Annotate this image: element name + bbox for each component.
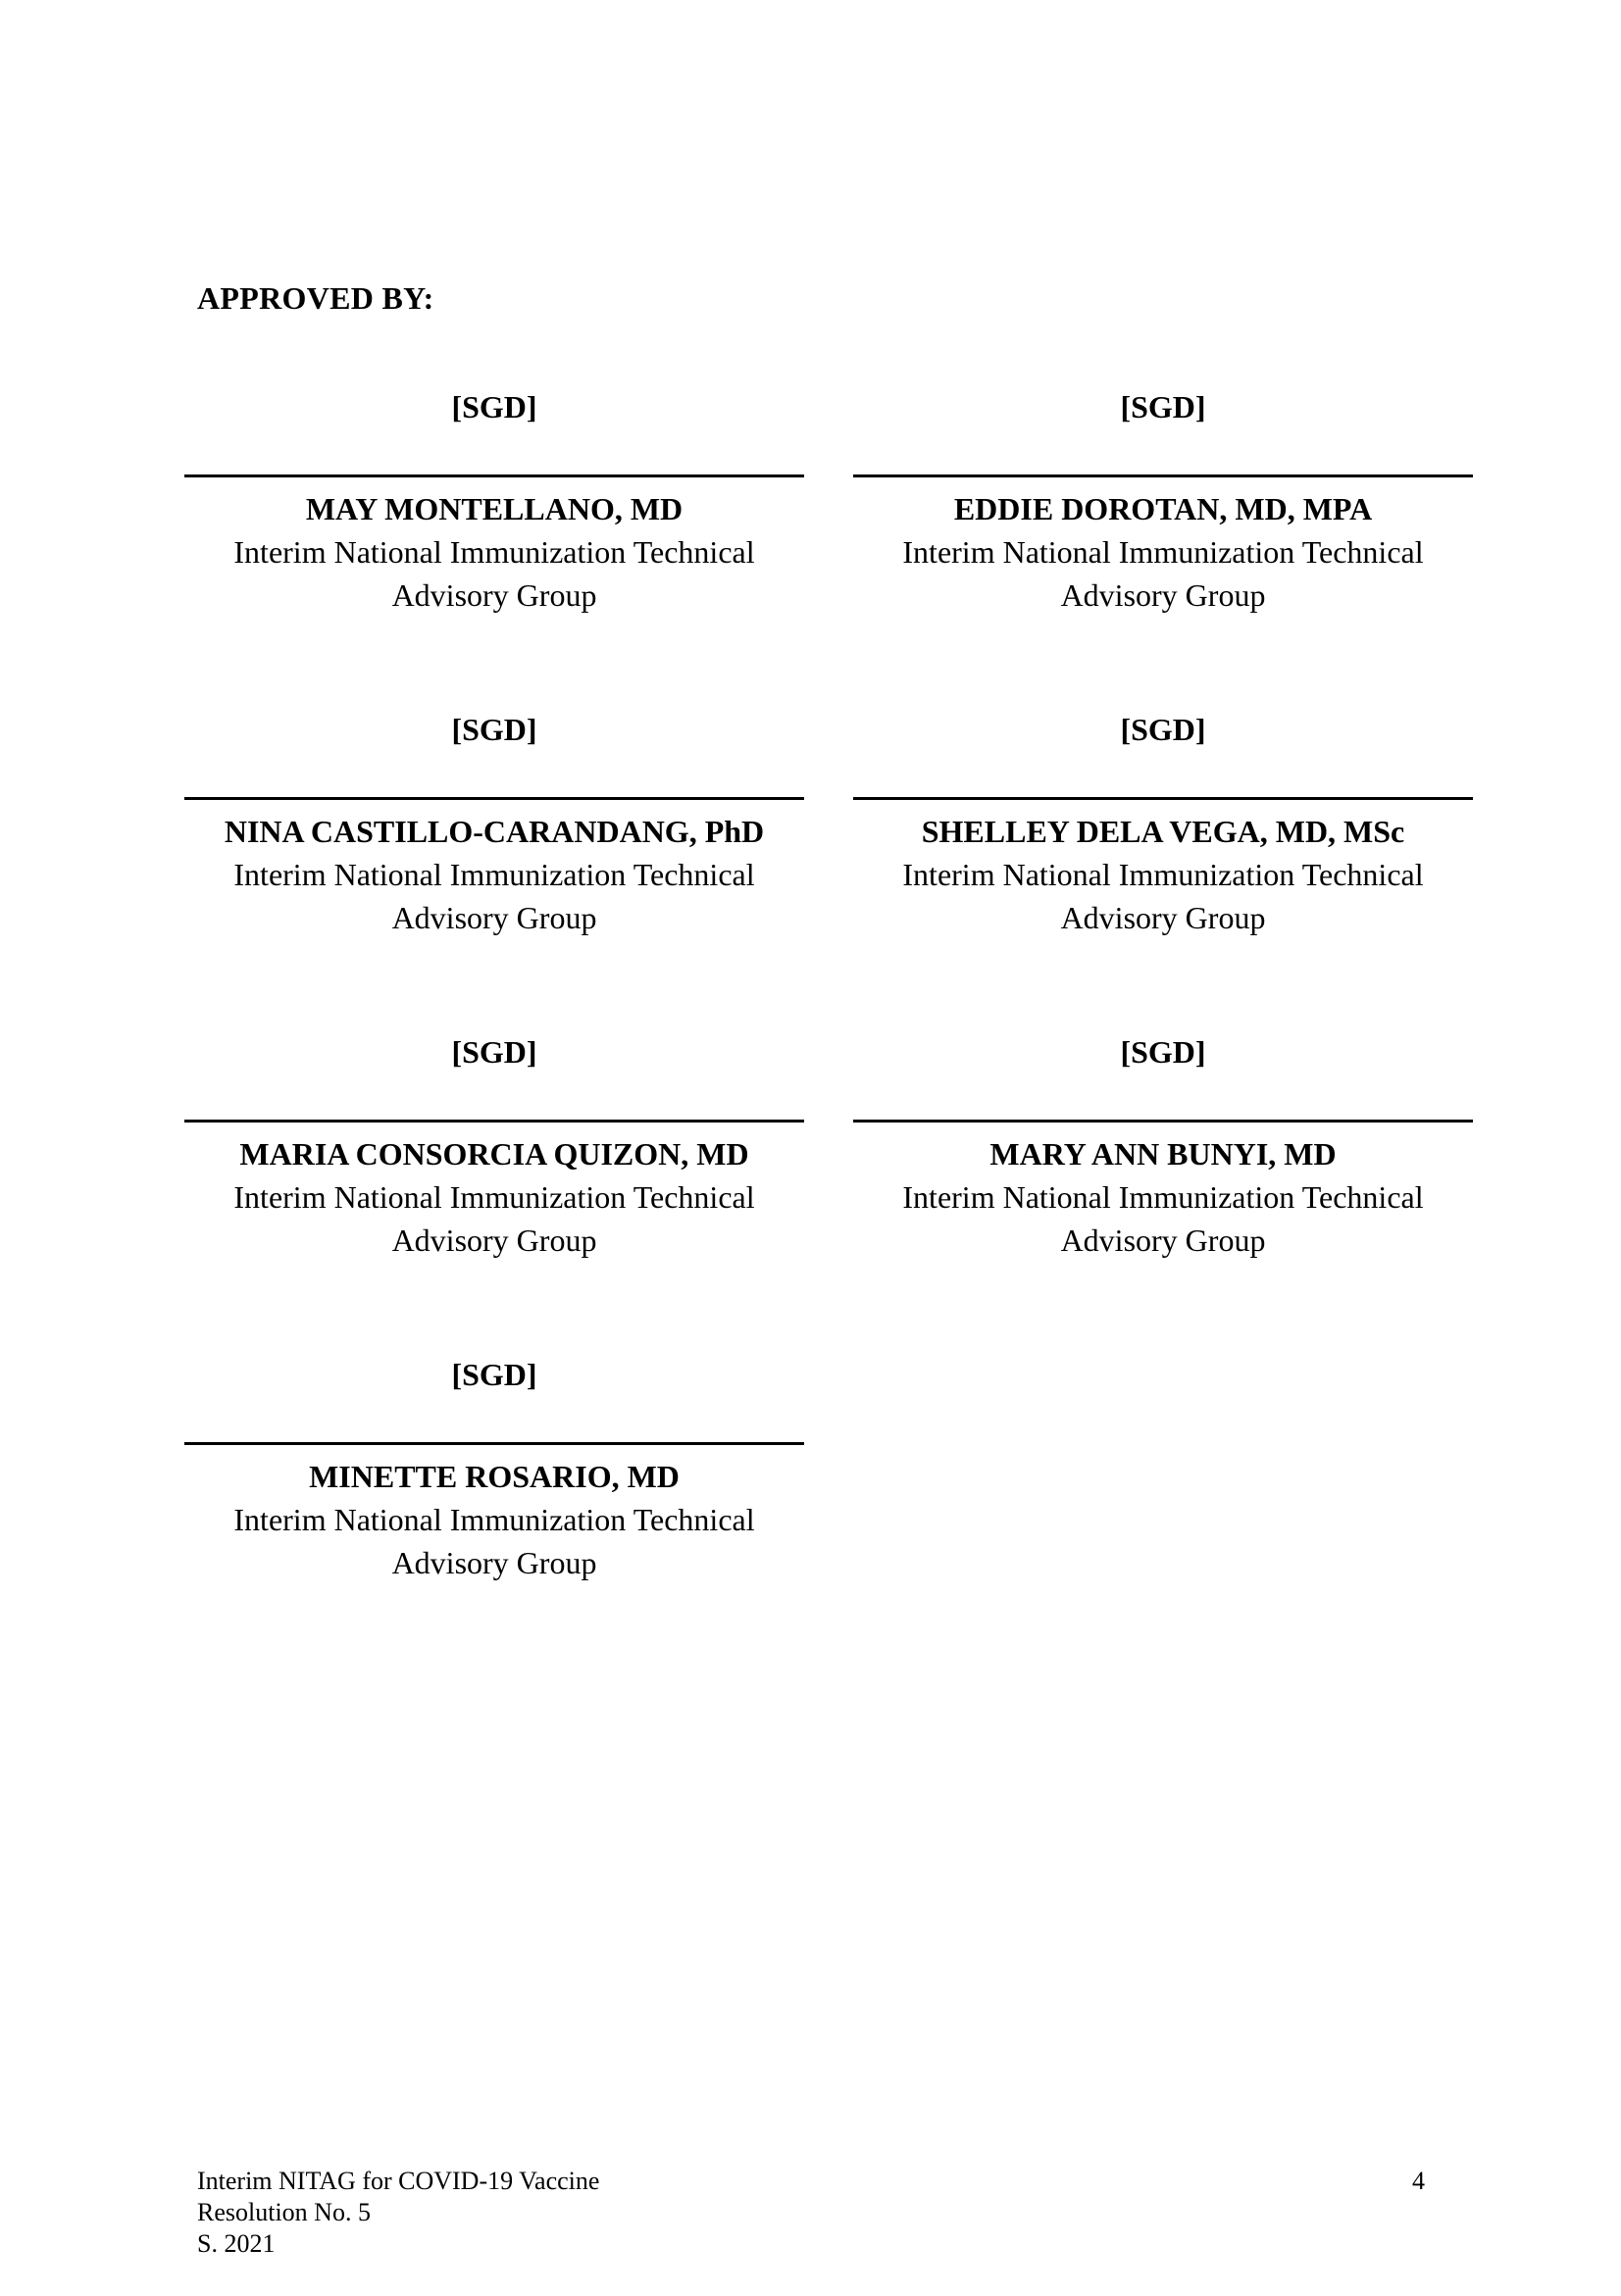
- signatory-name: MARY ANN BUNYI, MD: [989, 1136, 1337, 1172]
- signature-line: [184, 474, 804, 477]
- signatory-name: MINETTE ROSARIO, MD: [309, 1459, 680, 1494]
- signatory-name: EDDIE DOROTAN, MD, MPA: [953, 491, 1373, 526]
- role-line-2: Advisory Group: [1060, 577, 1266, 613]
- approved-by-heading: APPROVED BY:: [197, 280, 434, 316]
- signatory-role: [853, 853, 1473, 939]
- footer-line-1: Interim NITAG for COVID-19 Vaccine: [197, 2167, 600, 2195]
- signed-marker: [SGD]: [451, 1357, 537, 1392]
- signature-block-dorotan: [853, 385, 1473, 699]
- signatory-role: [184, 1498, 804, 1584]
- signature-line: [853, 1120, 1473, 1123]
- signed-marker: [SGD]: [451, 389, 537, 424]
- signatory-role: [184, 530, 804, 617]
- signed-marker: [SGD]: [451, 1034, 537, 1070]
- role-line-2: Advisory Group: [391, 1545, 597, 1580]
- signatory-name: MARIA CONSORCIA QUIZON, MD: [239, 1136, 749, 1172]
- signature-line: [184, 1442, 804, 1445]
- signed-marker: [SGD]: [1120, 1034, 1206, 1070]
- document-footer: [197, 2166, 599, 2260]
- footer-line-2: Resolution No. 5: [197, 2198, 371, 2226]
- signature-block-rosario: [184, 1353, 804, 1667]
- signatory-name: NINA CASTILLO-CARANDANG, PhD: [224, 814, 765, 849]
- page-number: 4: [1412, 2167, 1425, 2195]
- signatory-role: [184, 1175, 804, 1262]
- role-line-1: Interim National Immunization Technical: [233, 1179, 755, 1215]
- role-line-1: Interim National Immunization Technical: [902, 857, 1424, 892]
- signatory-role: [853, 1175, 1473, 1262]
- signature-line: [184, 797, 804, 800]
- role-line-1: Interim National Immunization Technical: [902, 1179, 1424, 1215]
- role-line-1: Interim National Immunization Technical: [233, 857, 755, 892]
- footer-line-3: S. 2021: [197, 2229, 276, 2258]
- role-line-2: Advisory Group: [1060, 1223, 1266, 1258]
- role-line-1: Interim National Immunization Technical: [902, 534, 1424, 570]
- role-line-2: Advisory Group: [391, 1223, 597, 1258]
- signed-marker: [SGD]: [451, 712, 537, 747]
- role-line-2: Advisory Group: [391, 900, 597, 935]
- signature-line: [853, 474, 1473, 477]
- signatory-role: [184, 853, 804, 939]
- signatory-name: MAY MONTELLANO, MD: [305, 491, 684, 526]
- signatory-name: SHELLEY DELA VEGA, MD, MSc: [921, 814, 1405, 849]
- signatory-role: [853, 530, 1473, 617]
- role-line-2: Advisory Group: [391, 577, 597, 613]
- signature-block-montellano: [184, 385, 804, 699]
- role-line-1: Interim National Immunization Technical: [233, 1502, 755, 1537]
- role-line-2: Advisory Group: [1060, 900, 1266, 935]
- signed-marker: [SGD]: [1120, 389, 1206, 424]
- signed-marker: [SGD]: [1120, 712, 1206, 747]
- signature-block-quizon: [184, 1030, 804, 1344]
- signature-block-castillo-carandang: [184, 708, 804, 1022]
- signature-block-dela-vega: [853, 708, 1473, 1022]
- signature-line: [184, 1120, 804, 1123]
- signature-block-bunyi: [853, 1030, 1473, 1344]
- signature-line: [853, 797, 1473, 800]
- role-line-1: Interim National Immunization Technical: [233, 534, 755, 570]
